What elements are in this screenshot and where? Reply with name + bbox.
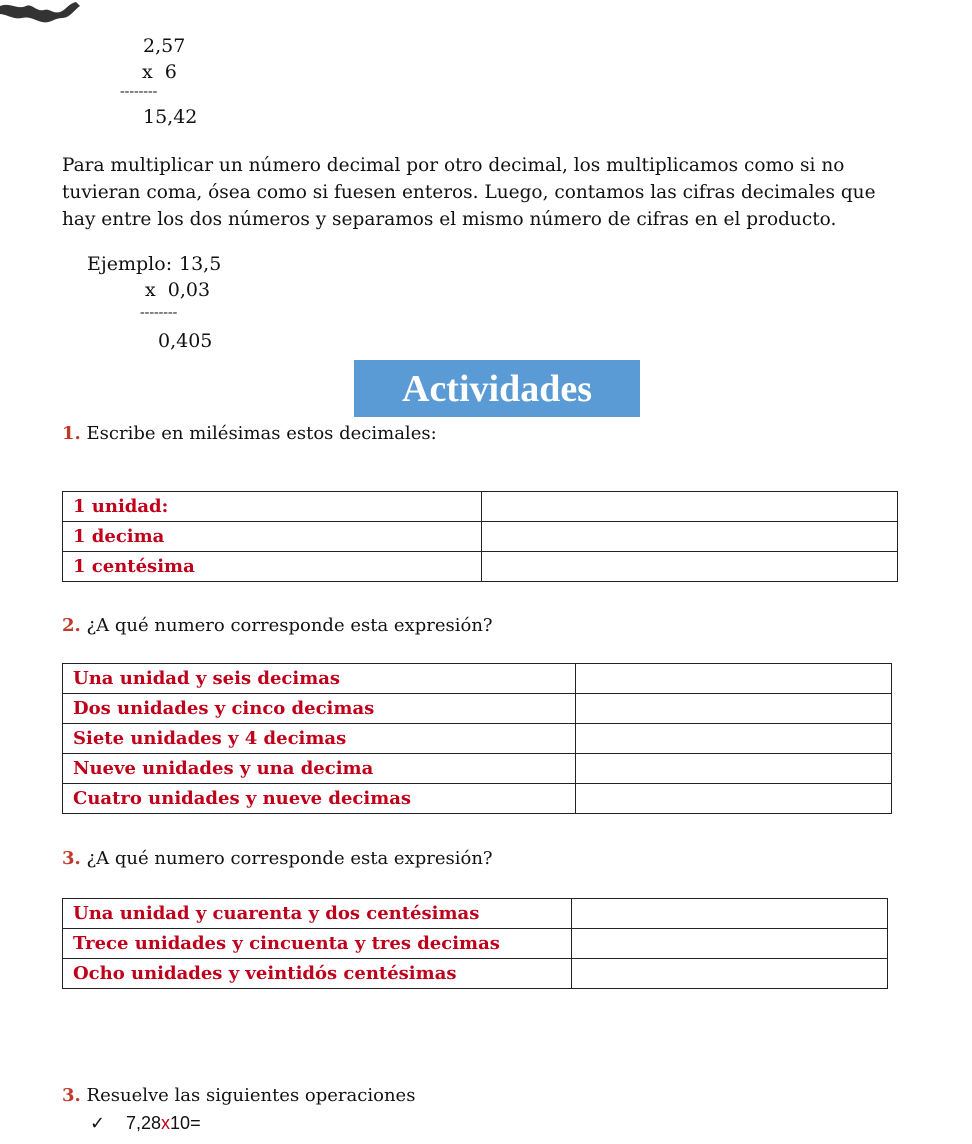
question-2-text: ¿A qué numero corresponde esta expresión? [86,615,493,636]
question-1-number: 1. [62,423,81,444]
example2-label: Ejemplo: [87,253,173,275]
table-row [63,522,898,552]
example2-divider: -------- [140,305,178,320]
question-3-text: ¿A qué numero corresponde esta expresión? [86,848,493,869]
answer-cell[interactable] [576,664,892,694]
answer-cell[interactable] [576,754,892,784]
table-row [63,694,892,724]
logo-fragment-icon [0,0,90,26]
row-label: 1 centésima [63,552,482,582]
answer-cell[interactable] [572,959,888,989]
answer-cell[interactable] [576,784,892,814]
question-4 [62,1085,415,1106]
answer-cell[interactable] [572,899,888,929]
question-4-number: 3. [62,1085,81,1106]
answer-cell[interactable] [482,552,898,582]
table-row [63,929,888,959]
answer-cell[interactable] [576,724,892,754]
question-3 [62,848,493,869]
table-row [63,552,898,582]
answer-cell[interactable] [572,929,888,959]
example2-multiplier: x 0,03 [145,279,211,301]
row-label: Una unidad y cuarenta y dos centésimas [63,899,572,929]
table-thousandths [62,491,898,582]
table-row [63,959,888,989]
row-label: Ocho unidades y veintidós centésimas [63,959,572,989]
table-row [63,784,892,814]
question-1-text: Escribe en milésimas estos decimales: [86,423,437,444]
answer-cell[interactable] [576,694,892,724]
explanation-paragraph: Para multiplicar un número decimal por otro decimal, los multiplicamos como si no tuvieran coma, ósea como si fuesen enteros. Luego, contamos las cifras decimales que hay entre los dos números y separamos el mismo número de cifras en el producto. [62,155,876,230]
table-row [63,754,892,784]
table-expressions-decimas [62,663,892,814]
table-row [63,724,892,754]
answer-cell[interactable] [482,492,898,522]
example2-multiplicand: 13,5 [179,253,222,275]
activities-banner: Actividades [354,360,640,417]
table-row [63,899,888,929]
question-1 [62,423,437,444]
row-label: 1 decima [63,522,482,552]
example1-multiplicand: 2,57 [143,35,186,57]
operation-number: 7,28 [126,1113,162,1133]
answer-cell[interactable] [482,522,898,552]
table-row [63,664,892,694]
row-label: 1 unidad: [63,492,482,522]
row-label: Siete unidades y 4 decimas [63,724,576,754]
row-label: Cuatro unidades y nueve decimas [63,784,576,814]
checkmark-icon: ✓ [90,1113,106,1134]
table-row [63,492,898,522]
row-label: Dos unidades y cinco decimas [63,694,576,724]
example1-product: 15,42 [143,106,198,128]
operation-times: x [161,1113,171,1133]
question-2 [62,615,493,636]
example1-divider: -------- [120,84,158,99]
row-label: Nueve unidades y una decima [63,754,576,784]
example2-product: 0,405 [158,330,213,352]
row-label: Una unidad y seis decimas [63,664,576,694]
row-label: Trece unidades y cincuenta y tres decimas [63,929,572,959]
question-2-number: 2. [62,615,81,636]
operation-expression [126,1113,201,1134]
question-3-number: 3. [62,848,81,869]
example1-multiplier: x 6 [142,61,177,83]
question-4-text: Resuelve las siguientes operaciones [86,1085,416,1106]
table-expressions-centesimas [62,898,888,989]
operation-rest: 10= [170,1113,201,1133]
